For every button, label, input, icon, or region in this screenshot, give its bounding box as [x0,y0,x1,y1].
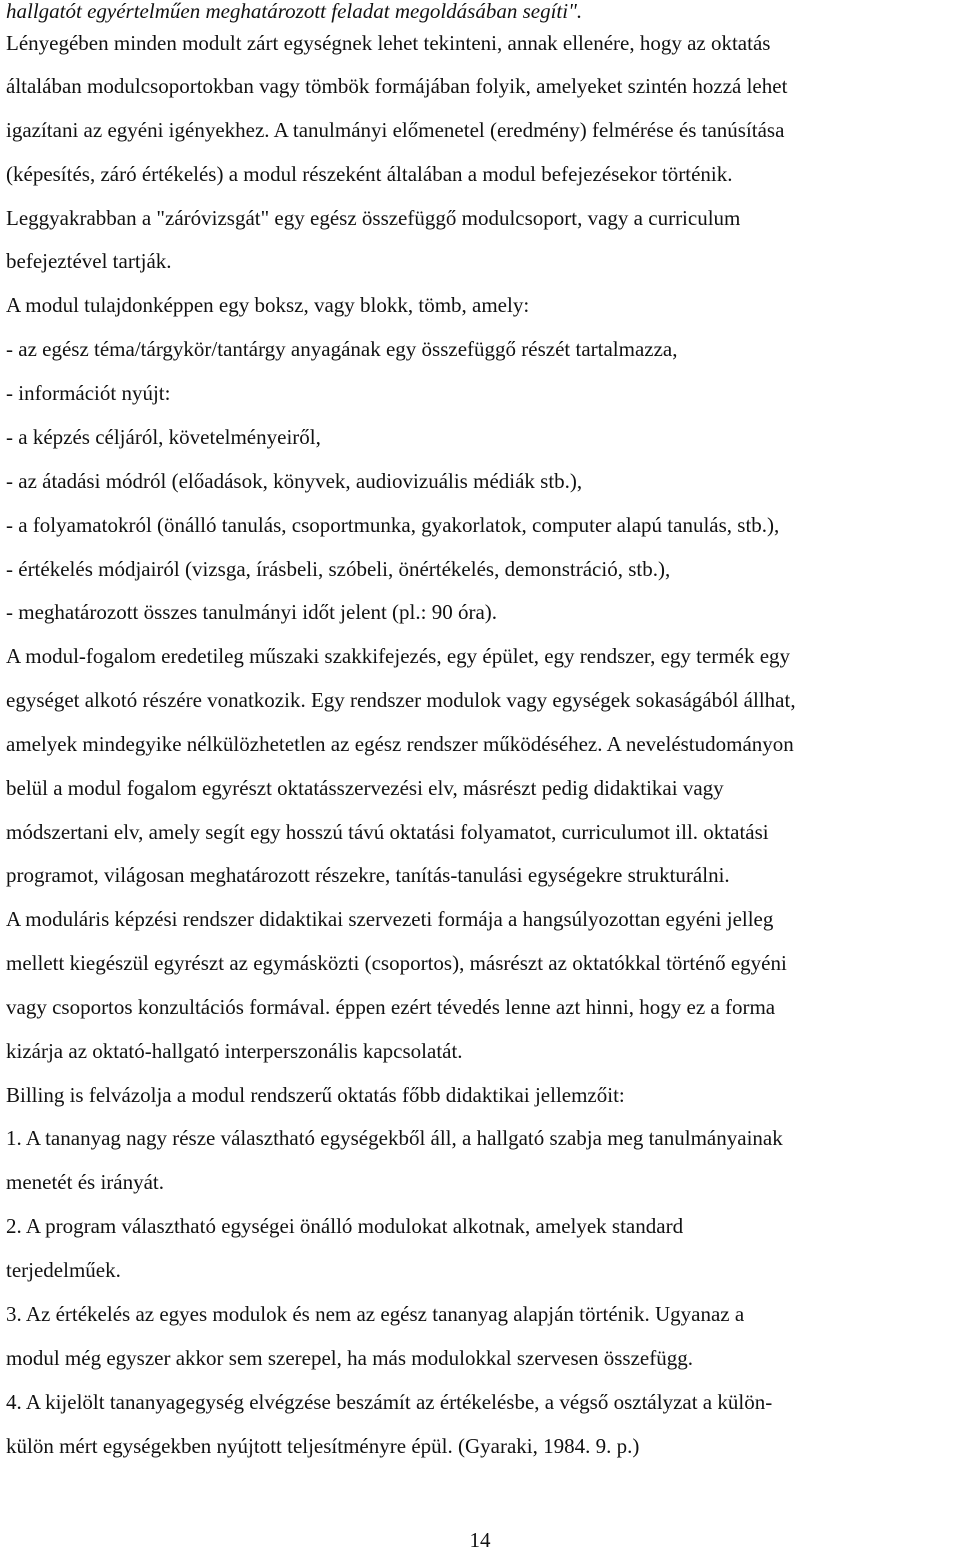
text-line: mellett kiegészül egyrészt az egymásközti (csoportos), másrészt az oktatókkal történő egyéni [6,951,787,975]
text-line: modul még egyszer akkor sem szerepel, ha más modulokkal szervesen összefügg. [6,1346,693,1370]
text-line: - meghatározott összes tanulmányi időt jelent (pl.: 90 óra). [6,600,498,624]
text-line: terjedelműek. [6,1258,121,1282]
text-line: vagy csoportos konzultációs formával. éppen ezért tévedés lenne azt hinni, hogy ez a forma [6,995,776,1019]
text-line: belül a modul fogalom egyrészt oktatásszervezési elv, másrészt pedig didaktikai vagy [6,776,724,800]
text-line: kizárja az oktató-hallgató interperszonális kapcsolatát. [6,1039,463,1063]
text-line: - a képzés céljáról, követelményeiről, [6,425,321,449]
text-line: - információt nyújt: [6,381,171,405]
text-line: Lényegében minden modult zárt egységnek lehet tekinteni, annak ellenére, hogy az oktatás [6,31,771,55]
text-line: (képesítés, záró értékelés) a modul részeként általában a modul befejezésekor történik. [6,162,733,186]
text-line: 2. A program választható egységei önálló modulokat alkotnak, amelyek standard [6,1214,684,1238]
text-line: 3. Az értékelés az egyes modulok és nem az egész tananyag alapján történik. Ugyanaz a [6,1302,745,1326]
text-line: hallgatót egyértelműen meghatározott feladat megoldásában segíti". [6,0,583,23]
text-line: befejeztével tartják. [6,249,172,273]
text-line: igazítani az egyéni igényekhez. A tanulmányi előmenetel (eredmény) felmérése és tanúsítása [6,118,785,142]
text-line: Leggyakrabban a "záróvizsgát" egy egész összefüggő modulcsoport, vagy a curriculum [6,206,741,230]
text-line: - értékelés módjairól (vizsga, írásbeli, szóbeli, önértékelés, demonstráció, stb.), [6,557,671,581]
text-line: amelyek mindegyike nélkülözhetetlen az egész rendszer működéséhez. A neveléstudományon [6,732,794,756]
text-line: 1. A tananyag nagy része választható egységekből áll, a hallgató szabja meg tanulmányainak [6,1126,783,1150]
text-line: Billing is felvázolja a modul rendszerű oktatás főbb didaktikai jellemzőit: [6,1083,625,1107]
text-line: - az átadási módról (előadások, könyvek, audiovizuális médiák stb.), [6,469,583,493]
text-line: programot, világosan meghatározott részekre, tanítás-tanulási egységekre strukturálni. [6,863,730,887]
text-line: módszertani elv, amely segít egy hosszú távú oktatási folyamatot, curriculumot ill. oktatási [6,820,769,844]
text-line: egységet alkotó részére vonatkozik. Egy rendszer modulok vagy egységek sokaságából állhat, [6,688,796,712]
text-line: külön mért egységekben nyújtott teljesítményre épül. (Gyaraki, 1984. 9. p.) [6,1434,640,1458]
text-line: - az egész téma/tárgykör/tantárgy anyagának egy összefüggő részét tartalmazza, [6,337,678,361]
text-line: A modul tulajdonképpen egy boksz, vagy blokk, tömb, amely: [6,293,530,317]
text-line: menetét és irányát. [6,1170,165,1194]
text-line: A modul-fogalom eredetileg műszaki szakkifejezés, egy épület, egy rendszer, egy termék egy [6,644,791,668]
text-line: - a folyamatokról (önálló tanulás, csoportmunka, gyakorlatok, computer alapú tanulás, stb.), [6,513,780,537]
text-line: A moduláris képzési rendszer didaktikai szervezeti formája a hangsúlyozottan egyéni jelleg [6,907,774,931]
text-line: 4. A kijelölt tananyagegység elvégzése beszámít az értékelésbe, a végső osztályzat a külön- [6,1390,773,1414]
text-line: általában modulcsoportokban vagy tömbök formájában folyik, amelyeket szintén hozzá lehet [6,74,788,98]
page-number: 14 [469,1528,491,1552]
